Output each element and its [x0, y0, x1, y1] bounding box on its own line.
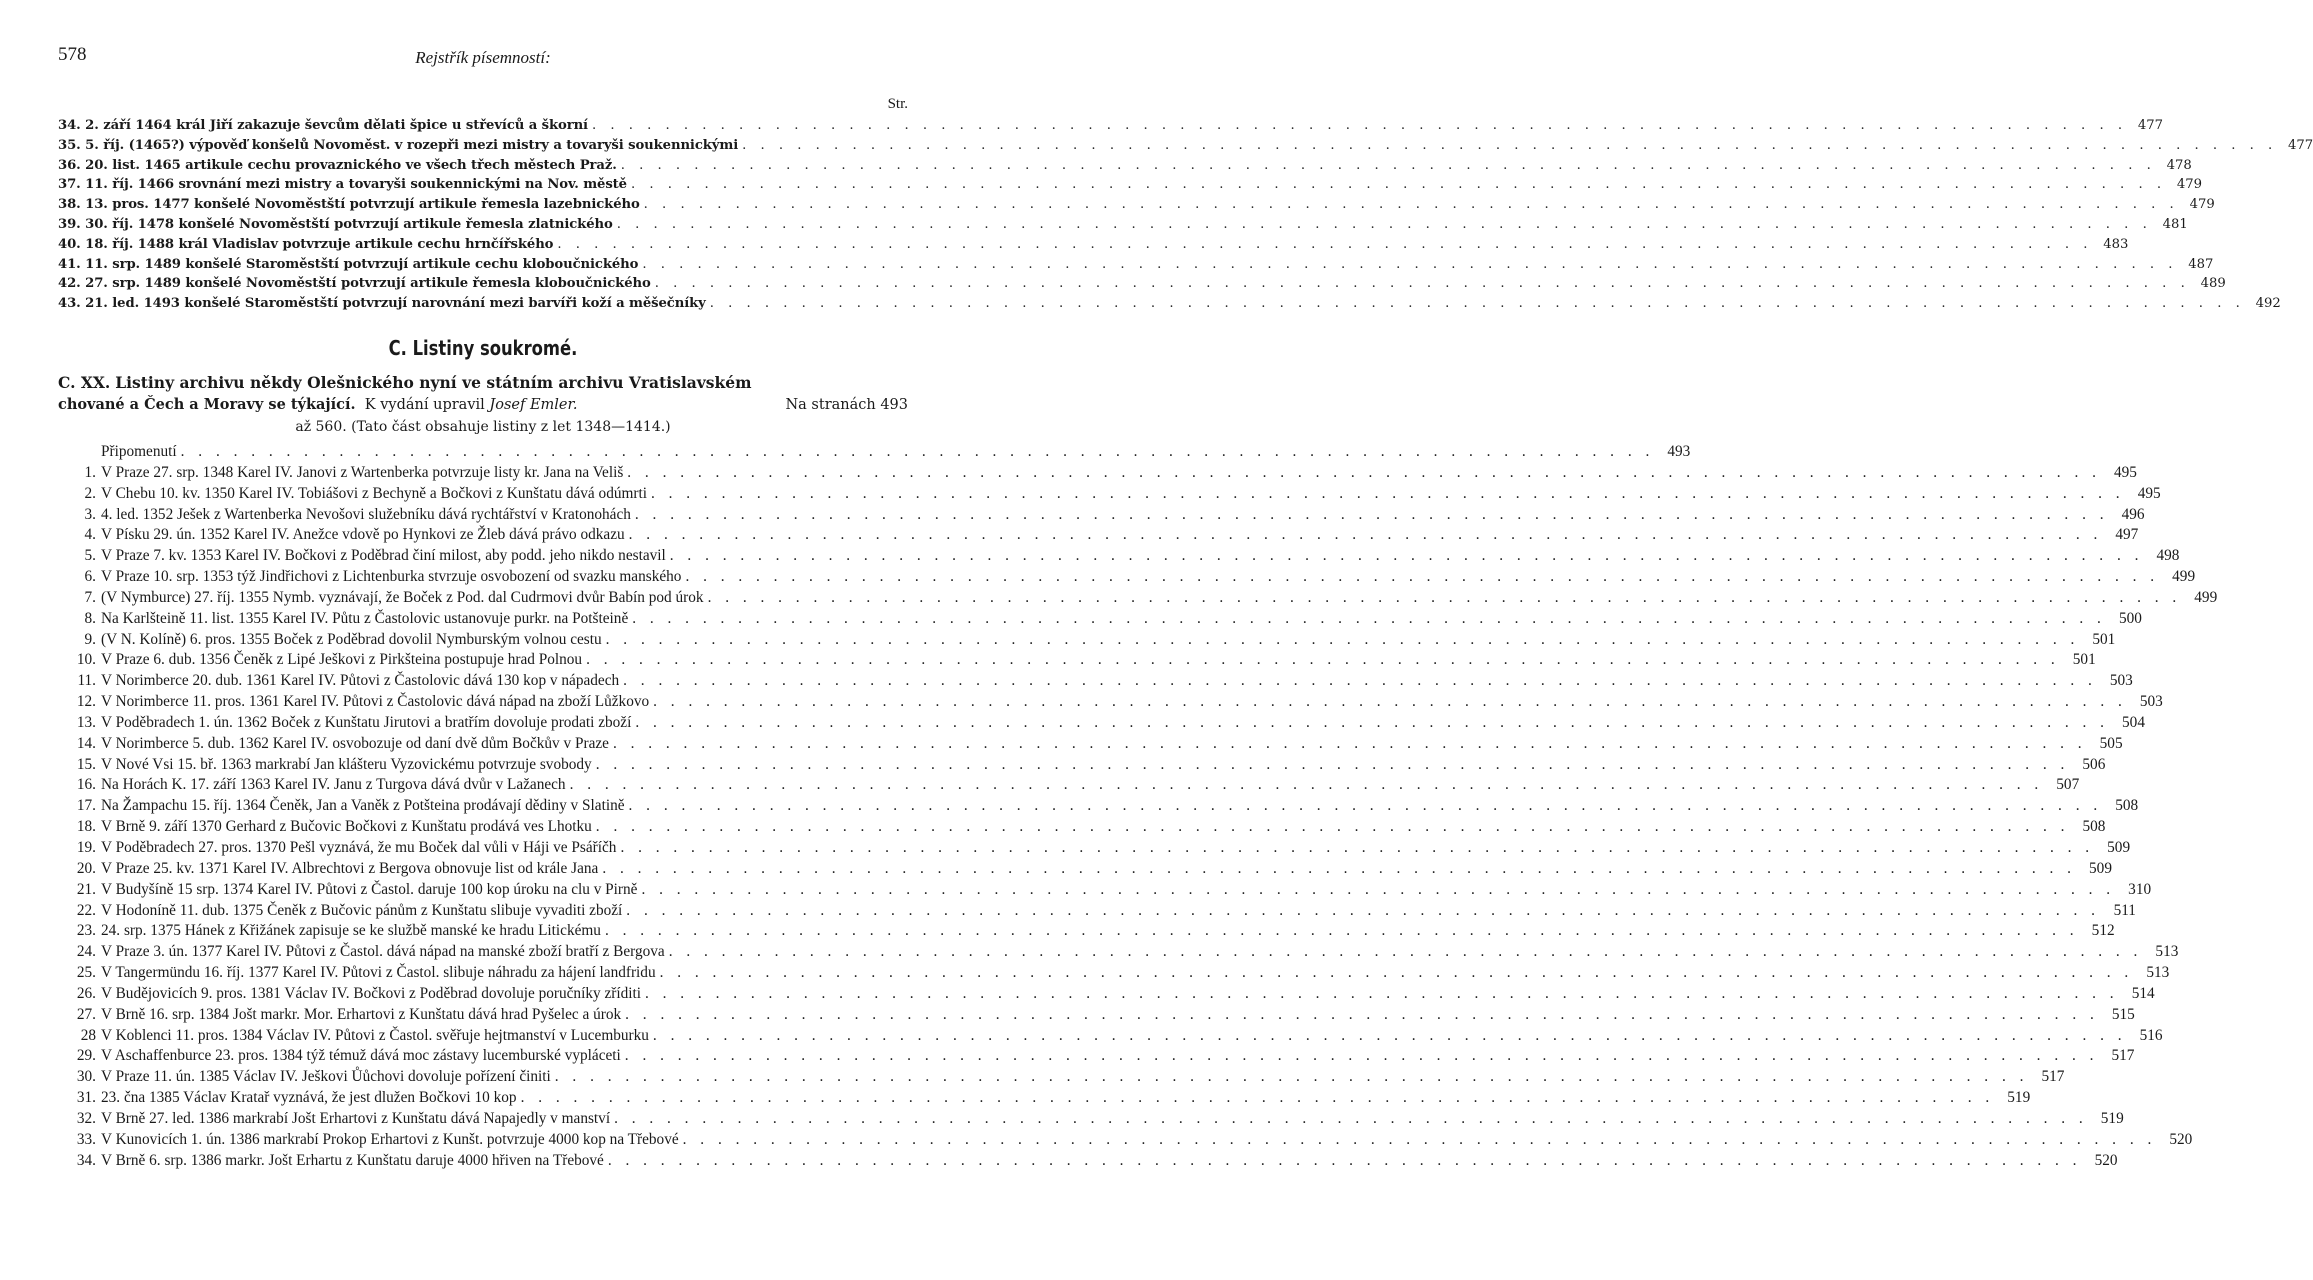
entry-text [58, 838, 616, 859]
collection-id: C. XX. [58, 372, 111, 392]
entry-number: 15. [76, 755, 96, 773]
entry-page-number: 504 [2122, 713, 2145, 731]
collection-title-2: chované a Čech a Moravy se týkající. [58, 395, 356, 413]
register-entry [58, 484, 2161, 505]
entry-text [58, 984, 641, 1005]
entry-description: V Brně 6. srp. 1386 markr. Jošt Erhartu z Kunštatu daruje 4000 hřiven na Třebové [101, 1151, 604, 1169]
entry-description: V Tangermündu 16. říj. 1377 Karel IV. Půtovi z Častol. slibuje náhradu za hájení landfridu [101, 964, 656, 982]
entry-page-number: 506 [2082, 755, 2106, 773]
entry-description: (V Nymburce) 27. říj. 1355 Nymb. vyznávají, že Boček z Pod. dal Cudrmovi dvůr Babín pod úrok [101, 588, 704, 606]
register-entry [58, 775, 2080, 796]
dot-leader: . . . . . . . . . . . . . . . . . . . . . . . . . . . . . . . . . . . . . . . . . . . . . . . . . . . . . . . . . . . . . . . . . . . . . . . . . . . . . . . . . . . . [659, 964, 2134, 982]
entry-number: 2. [84, 484, 96, 502]
entry-page-number: 499 [2172, 568, 2196, 586]
dot-leader: . . . . . . . . . . . . . . . . . . . . . . . . . . . . . . . . . . . . . . . . . . . . . . . . . . . . . . . . . . . . . . . . . . . . . . . . . . . . . . . . . . . . [669, 547, 2144, 565]
entry-text [58, 1005, 621, 1026]
entry-page-number: 310 [2128, 880, 2152, 898]
entry-text [58, 817, 592, 838]
entry-number: 32. [76, 1109, 96, 1127]
entry-page-number: 495 [2113, 463, 2137, 481]
entry-description: 23. čna 1385 Václav Kratař vyznává, že jest dlužen Bočkovi 10 kop [101, 1089, 517, 1107]
register-entry [58, 1026, 2163, 1047]
register-entry [58, 734, 2123, 755]
dot-leader: . . . . . . . . . . . . . . . . . . . . . . . . . . . . . . . . . . . . . . . . . . . . . . . . . . . . . . . . . . . . . . . . . . . . . . . . . . . . . . . . . . . . [643, 197, 2179, 213]
register-entry [58, 1067, 2065, 1088]
editor-name: Josef Emler. [489, 396, 578, 413]
entry-text [58, 609, 628, 630]
dot-leader: . . . . . . . . . . . . . . . . . . . . . . . . . . . . . . . . . . . . . . . . . . . . . . . . . . . . . . . . . . . . . . . . . . . . . . . . . . . . . . . . . . . . [653, 693, 2127, 711]
entry-text [58, 505, 631, 526]
entry-page-number: 495 [2137, 484, 2161, 502]
entry-number: 9. [84, 630, 96, 648]
entry-text [58, 901, 622, 922]
entry-number: 1. [84, 463, 96, 481]
dot-leader: . . . . . . . . . . . . . . . . . . . . . . . . . . . . . . . . . . . . . . . . . . . . . . . . . . . . . . . . . . . . . . . . . . . . . . . . . . . . . . . . . . . . [628, 797, 2103, 815]
register-entry [58, 255, 2214, 275]
register-entry [58, 116, 2164, 136]
entry-number: 11. [77, 672, 96, 690]
entry-description: V Norimberce 20. dub. 1361 Karel IV. Půtovi z Častolovic dává 130 kop v nápadech [101, 672, 620, 690]
entry-text [58, 963, 656, 984]
dot-leader: . . . . . . . . . . . . . . . . . . . . . . . . . . . . . . . . . . . . . . . . . . . . . . . . . . . . . . . . . . . . . . . . . . . . . . . . . . . . . . . . . . . . [614, 1109, 2088, 1127]
section-heading: C. Listiny soukromé. [388, 335, 578, 360]
entry-description: 40. 18. říj. 1488 král Vladislav potvrzuje artikule cechu hrnčířského [58, 236, 554, 252]
dot-leader: . . . . . . . . . . . . . . . . . . . . . . . . . . . . . . . . . . . . . . . . . . . . . . . . . . . . . . . . . . . . . . . . . . . . . . . . . . . . . . . . . . . . [642, 256, 2178, 272]
register-entry [58, 692, 2163, 713]
entry-number: 12. [76, 693, 96, 711]
entry-text [58, 525, 625, 546]
entry-page-number: 492 [2255, 296, 2281, 312]
register-entry [58, 505, 2145, 526]
entry-page-number: 519 [2100, 1109, 2124, 1127]
entry-page-number: 520 [2094, 1151, 2118, 1169]
entry-text [58, 274, 651, 294]
entry-text [58, 255, 638, 275]
register-entry [58, 671, 2133, 692]
dot-leader: . . . . . . . . . . . . . . . . . . . . . . . . . . . . . . . . . . . . . . . . . . . . . . . . . . . . . . . . . . . . . . . . . . . . . . . . . . . . . . . . . . . . [586, 651, 2060, 669]
entry-text [58, 175, 627, 195]
entry-page-number: 519 [2007, 1089, 2031, 1107]
dot-leader: . . . . . . . . . . . . . . . . . . . . . . . . . . . . . . . . . . . . . . . . . . . . . . . . . . . . . . . . . . . . . . . . . . . . . . . . . . . . . . . . . . . . [709, 296, 2245, 312]
register-entry [58, 156, 2192, 176]
entry-text [58, 156, 617, 176]
dot-leader: . . . . . . . . . . . . . . . . . . . . . . . . . . . . . . . . . . . . . . . . . . . . . . . . . . . . . . . . . . . . . . . . . . . . . . . . . . . . . . . . . . . . [620, 839, 2095, 856]
dot-leader: . . . . . . . . . . . . . . . . . . . . . . . . . . . . . . . . . . . . . . . . . . . . . . . . . . . . . . . . . . . . . . . . . . . . . . . . . . . . . . . . . . . . [707, 588, 2182, 606]
entry-description: V Praze 6. dub. 1356 Čeněk z Lipé Ješkovi z Pirkšteina postupuje hrad Polnou [101, 651, 583, 669]
range-note: až 560. (Tato část obsahuje listiny z let 1348—1414.) [295, 418, 671, 435]
entry-text [58, 630, 602, 651]
entry-number: 23. [76, 922, 96, 940]
register-entry [58, 588, 2218, 609]
entry-page-number: 509 [2107, 839, 2131, 856]
dot-leader: . . . . . . . . . . . . . . . . . . . . . . . . . . . . . . . . . . . . . . . . . . . . . . . . . . . . . . . . . . . . . . . . . . . . . . . . . . . . . . . . . . . . [604, 922, 2079, 940]
entry-page-number: 493 [1667, 442, 1691, 460]
entry-number: 21. [76, 880, 96, 898]
entry-page-number: 487 [2188, 256, 2214, 272]
dot-leader: . . . . . . . . . . . . . . . . . . . . . . . . . . . . . . . . . . . . . . . . . . . . . . . . . . . . . . . . . . . . . . . . . . . . . . . . . . . . . . . . . . . . [644, 984, 2119, 1002]
entry-page-number: 509 [2089, 859, 2112, 877]
register-entry [58, 195, 2215, 215]
entry-page-number: 497 [2115, 526, 2139, 544]
register-entry [58, 1109, 2124, 1130]
register-entry [58, 442, 1691, 463]
entry-number: 25. [76, 964, 96, 982]
entry-description: V Praze 11. ún. 1385 Václav IV. Ješkovi Ůůchovi dovoluje pořízení činiti [101, 1068, 551, 1086]
document-page [58, 44, 2313, 1172]
entry-number: 10. [76, 651, 96, 669]
register-entry [58, 1130, 2193, 1151]
entry-page-number: 507 [2056, 776, 2080, 794]
entry-page-number: 508 [2115, 797, 2139, 815]
entry-text [58, 671, 619, 692]
entry-number: 26. [76, 984, 96, 1002]
dot-leader: . . . . . . . . . . . . . . . . . . . . . . . . . . . . . . . . . . . . . . . . . . . . . . . . . . . . . . . . . . . . . . . . . . . . . . . . . . . . . . . . . . . . [602, 859, 2076, 877]
entry-text [58, 692, 649, 713]
page-column-label: Str. [887, 96, 908, 112]
entry-number: 29. [76, 1047, 96, 1065]
entry-number: 16. [76, 776, 96, 794]
entry-description: Na Karlšteině 11. list. 1355 Karel IV. Půtu z Častolovic ustanovuje purkr. na Potšteině [101, 609, 629, 627]
entry-page-number: 501 [2072, 651, 2096, 669]
dot-leader: . . . . . . . . . . . . . . . . . . . . . . . . . . . . . . . . . . . . . . . . . . . . . . . . . . . . . . . . . . . . . . . . . . . . . . . . . . . . . . . . . . . . [569, 776, 2044, 794]
entry-description: V Brně 16. srp. 1384 Jošt markr. Mor. Erhartovi z Kunštatu dává hrad Pyšelec a úrok [101, 1005, 622, 1023]
entry-description: V Nové Vsi 15. bř. 1363 markrabí Jan klášteru Vyzovickému potvrzuje svobody [101, 755, 592, 773]
entry-text [58, 859, 598, 880]
entry-text [58, 755, 592, 776]
entry-page-number: 496 [2121, 505, 2145, 523]
entry-page-number: 479 [2176, 177, 2203, 193]
entry-number: 28 [80, 1026, 96, 1044]
entry-description: V Praze 25. kv. 1371 Karel IV. Albrechtovi z Bergova obnovuje list od krále Jana [101, 859, 599, 877]
entry-number: 20. [76, 859, 96, 877]
entry-page-number: 489 [2200, 276, 2226, 292]
entry-number: 13. [76, 713, 96, 731]
entry-description: V Brně 27. led. 1386 markrabí Jošt Erhartovi z Kunštatu dává Napajedly v manství [101, 1109, 611, 1127]
dot-leader: . . . . . . . . . . . . . . . . . . . . . . . . . . . . . . . . . . . . . . . . . . . . . . . . . . . . . . . . . . . . . . . . . . . . . . . . . . . . . . . . . . . . [685, 568, 2160, 586]
page-number: 578 [58, 44, 87, 65]
dot-leader: . . . . . . . . . . . . . . . . . . . . . . . . . . . . . . . . . . . . . . . . . . . . . . . . . . . . . . . . . . . . . . . . . . . . . . . . . . . . . . . . . . . . [554, 1068, 2029, 1086]
register-entry [58, 546, 2180, 567]
dot-leader: . . . . . . . . . . . . . . . . . . . . . . . . . . . . . . . . . . . . . . . . . . . . . . . . . . . . . . . . . . . . . . . . . . . . . . . . . . . . . . . . . . . . [607, 1151, 2082, 1169]
entry-description: V Chebu 10. kv. 1350 Karel IV. Tobiášovi z Bechyně a Bočkovi z Kunštatu dává odúmrti [101, 484, 647, 502]
entry-number: 27. [76, 1005, 96, 1023]
entry-text [58, 734, 609, 755]
register-entry [58, 901, 2136, 922]
dot-leader: . . . . . . . . . . . . . . . . . . . . . . . . . . . . . . . . . . . . . . . . . . . . . . . . . . . . . . . . . . . . . . . . . . . . . . . . . . . . . . . . . . . . [654, 276, 2190, 292]
entry-page-number: 478 [2166, 157, 2192, 173]
entry-page-number: 501 [2092, 630, 2116, 648]
dot-leader: . . . . . . . . . . . . . . . . . . . . . . . . . . . . . . . . . . . . . . . . . . . . . . . . . . . . . . . . . . . . . . . . . . . . . . . . . . . . . . . . . . . . [628, 526, 2103, 544]
register-entry [58, 880, 2152, 901]
editor-prefix: K vydání upravil [364, 396, 485, 413]
entry-page-number: 511 [2113, 901, 2136, 919]
entry-description: 24. srp. 1375 Hánek z Křižánek zapisuje se ke službě manské ke hradu Litickému [101, 922, 601, 940]
entry-description: 34. 2. září 1464 král Jiří zakazuje ševcům dělati špice u střevíců a škorní [58, 118, 588, 133]
entry-page-number: 517 [2111, 1047, 2135, 1065]
dot-leader: . . . . . . . . . . . . . . . . . . . . . . . . . . . . . . . . . . . . . . . . . . . . . . . . . . . . . . . . . . . . . . . . . . . . . . . . . . . . . . . . . . . . [624, 1047, 2099, 1065]
entry-text [58, 1046, 621, 1067]
register-entry [58, 984, 2155, 1005]
entry-description: 43. 21. led. 1493 konšelé Staroměstští potvrzují narovnání mezi barvíři koží a měšečníky [58, 296, 706, 312]
entry-number: 24. [76, 943, 96, 961]
register-entry [58, 817, 2106, 838]
entry-description: V Písku 29. ún. 1352 Karel IV. Anežce vdově po Hynkovi ze Žleb dává právo odkazu [101, 526, 625, 544]
entry-description: 36. 20. list. 1465 artikule cechu provaznického ve všech třech městech Praž. [58, 157, 617, 173]
entry-description: V Koblenci 11. pros. 1384 Václav IV. Půtovi z Častol. svěřuje hejtmanství v Lucemburku [101, 1026, 649, 1044]
entry-number: 31. [76, 1089, 96, 1107]
section-c-list [58, 442, 2218, 1172]
entry-number: 33. [76, 1130, 96, 1148]
entry-page-number: 477 [2137, 118, 2164, 133]
dot-leader: . . . . . . . . . . . . . . . . . . . . . . . . . . . . . . . . . . . . . . . . . . . . . . . . . . . . . . . . . . . . . . . . . . . . . . . . . . . . . . . . . . . . [627, 463, 2101, 481]
entry-page-number: 503 [2109, 672, 2133, 690]
register-entry [58, 650, 2096, 671]
register-entry [58, 136, 2313, 156]
entry-page-number: 481 [2162, 216, 2188, 232]
register-entry [58, 175, 2203, 195]
register-entry [58, 942, 2179, 963]
entry-page-number: 477 [2288, 137, 2313, 153]
entry-description: 42. 27. srp. 1489 konšelé Novoměstští potvrzují artikule řemesla kloboučnického [58, 276, 651, 292]
entry-page-number: 508 [2082, 818, 2106, 836]
entry-number: 19. [76, 839, 96, 856]
dot-leader: . . . . . . . . . . . . . . . . . . . . . . . . . . . . . . . . . . . . . . . . . . . . . . . . . . . . . . . . . . . . . . . . . . . . . . . . . . . . . . . . . . . . [630, 177, 2167, 193]
dot-leader: . . . . . . . . . . . . . . . . . . . . . . . . . . . . . . . . . . . . . . . . . . . . . . . . . . . . . . . . . . . . . . . . . . . . . . . . . . . . . . . . . . . . [612, 734, 2087, 752]
entry-page-number: 505 [2099, 734, 2123, 752]
entry-text [58, 136, 738, 156]
dot-leader: . . . . . . . . . . . . . . . . . . . . . . . . . . . . . . . . . . . . . . . . . . . . . . . . . . . . . . . . . . . . . . . . . . . . . . . . . . . . . . . . . . . . [180, 442, 1655, 460]
entry-page-number: 483 [2103, 236, 2129, 252]
dot-leader: . . . . . . . . . . . . . . . . . . . . . . . . . . . . . . . . . . . . . . . . . . . . . . . . . . . . . . . . . . . . . . . . . . . . . . . . . . . . . . . . . . . . [652, 1026, 2127, 1044]
entry-description: 39. 30. říj. 1478 konšelé Novoměstští potvrzují artikule řemesla zlatnického [58, 216, 613, 232]
entry-text [58, 880, 637, 901]
entry-description: V Budyšíně 15 srp. 1374 Karel IV. Půtovi z Častol. daruje 100 kop úroku na clu v Pirně [101, 880, 638, 898]
register-entry [58, 463, 2137, 484]
entry-description: 4. led. 1352 Ješek z Wartenberka Nevošovi služebníku dává rychtářství v Kratonohách [101, 505, 631, 523]
entry-page-number: 498 [2156, 547, 2180, 565]
entry-description: Na Žampachu 15. říj. 1364 Čeněk, Jan a Vaněk z Potšteina prodávají dědiny v Slatině [101, 797, 625, 815]
entry-number: 18. [76, 818, 96, 836]
entry-text [58, 1067, 551, 1088]
register-entry [58, 963, 2170, 984]
entry-page-number: 500 [2118, 609, 2142, 627]
entry-description: V Poděbradech 27. pros. 1370 Pešl vyznává, že mu Boček dal vůli v Háji ve Psáříčh [101, 839, 617, 856]
entry-number: 14. [76, 734, 96, 752]
dot-leader: . . . . . . . . . . . . . . . . . . . . . . . . . . . . . . . . . . . . . . . . . . . . . . . . . . . . . . . . . . . . . . . . . . . . . . . . . . . . . . . . . . . . [742, 137, 2278, 153]
entry-text [58, 442, 177, 463]
entry-text [58, 796, 625, 817]
entry-text [58, 1109, 610, 1130]
dot-leader: . . . . . . . . . . . . . . . . . . . . . . . . . . . . . . . . . . . . . . . . . . . . . . . . . . . . . . . . . . . . . . . . . . . . . . . . . . . . . . . . . . . . [626, 901, 2100, 919]
entry-number: 4. [84, 526, 96, 544]
dot-leader: . . . . . . . . . . . . . . . . . . . . . . . . . . . . . . . . . . . . . . . . . . . . . . . . . . . . . . . . . . . . . . . . . . . . . . . . . . . . . . . . . . . . [634, 505, 2109, 523]
entry-description: V Norimberce 5. dub. 1362 Karel IV. osvobozuje od daní dvě dům Bočkův v Praze [101, 734, 609, 752]
dot-leader: . . . . . . . . . . . . . . . . . . . . . . . . . . . . . . . . . . . . . . . . . . . . . . . . . . . . . . . . . . . . . . . . . . . . . . . . . . . . . . . . . . . . [557, 236, 2093, 252]
dot-leader: . . . . . . . . . . . . . . . . . . . . . . . . . . . . . . . . . . . . . . . . . . . . . . . . . . . . . . . . . . . . . . . . . . . . . . . . . . . . . . . . . . . . [595, 755, 2070, 773]
collection-description [58, 372, 908, 438]
entry-text [58, 942, 665, 963]
entry-text [58, 546, 666, 567]
entry-page-number: 499 [2194, 588, 2218, 606]
dot-leader: . . . . . . . . . . . . . . . . . . . . . . . . . . . . . . . . . . . . . . . . . . . . . . . . . . . . . . . . . . . . . . . . . . . . . . . . . . . . . . . . . . . . [682, 1130, 2157, 1148]
entry-text [58, 1026, 649, 1047]
entry-number: 22. [76, 901, 96, 919]
register-entry [58, 294, 2281, 314]
entry-description: V Hodoníně 11. dub. 1375 Čeněk z Bučovic pánům z Kunštatu slibuje vyvaditi zboží [101, 901, 623, 919]
entry-page-number: 516 [2139, 1026, 2163, 1044]
dot-leader: . . . . . . . . . . . . . . . . . . . . . . . . . . . . . . . . . . . . . . . . . . . . . . . . . . . . . . . . . . . . . . . . . . . . . . . . . . . . . . . . . . . . [625, 1005, 2099, 1023]
entry-description: V Aschaffenburce 23. pros. 1384 týž témuž dává moc zástavy lucemburské vypláceti [101, 1047, 621, 1065]
entry-description: V Brně 9. září 1370 Gerhard z Bučovic Bočkovi z Kunštatu prodává ves Lhotku [101, 818, 592, 836]
entry-page-number: 513 [2155, 943, 2179, 961]
entry-description: V Praze 7. kv. 1353 Karel IV. Bočkovi z Poděbrad činí milost, aby podd. jeho nikdo nestavil [101, 547, 666, 565]
entry-page-number: 513 [2146, 964, 2170, 982]
entry-text [58, 463, 623, 484]
register-entry [58, 713, 2145, 734]
section-a-list [58, 116, 2313, 314]
register-entry [58, 630, 2116, 651]
entry-description: V Praze 3. ún. 1377 Karel IV. Půtovi z Častol. dává nápad na manské zboží bratří z Bergova [101, 943, 665, 961]
entry-page-number: 520 [2169, 1130, 2193, 1148]
entry-number: 17. [76, 797, 96, 815]
entry-number: 34. [76, 1151, 96, 1169]
entry-text [58, 1151, 604, 1172]
dot-leader: . . . . . . . . . . . . . . . . . . . . . . . . . . . . . . . . . . . . . . . . . . . . . . . . . . . . . . . . . . . . . . . . . . . . . . . . . . . . . . . . . . . . [641, 880, 2116, 898]
register-entry [58, 755, 2106, 776]
register-entry [58, 235, 2129, 255]
entry-description: 37. 11. říj. 1466 srovnání mezi mistry a tovaryši soukennickými na Nov. městě [58, 177, 627, 193]
entry-text [58, 921, 601, 942]
entry-text [58, 195, 640, 215]
entry-text [58, 775, 566, 796]
dot-leader: . . . . . . . . . . . . . . . . . . . . . . . . . . . . . . . . . . . . . . . . . . . . . . . . . . . . . . . . . . . . . . . . . . . . . . . . . . . . . . . . . . . . [605, 630, 2080, 648]
register-entry [58, 1088, 2031, 1109]
collection-title-1: Listiny archivu někdy Olešnického nyní ve státním archivu Vratislavském [115, 372, 752, 392]
entry-description: V Kunovicích 1. ún. 1386 markrabí Prokop Erhartovi z Kunšt. potvrzuje 4000 kop na Třebové [101, 1130, 679, 1148]
entry-description: 38. 13. pros. 1477 konšelé Novoměstští potvrzují artikule řemesla lazebnického [58, 197, 640, 213]
entry-description: V Praze 27. srp. 1348 Karel IV. Janovi z Wartenberka potvrzuje listy kr. Jana na Veliš [101, 463, 624, 481]
entry-page-number: 503 [2139, 693, 2163, 711]
register-entry [58, 525, 2139, 546]
entry-text [58, 588, 704, 609]
dot-leader: . . . . . . . . . . . . . . . . . . . . . . . . . . . . . . . . . . . . . . . . . . . . . . . . . . . . . . . . . . . . . . . . . . . . . . . . . . . . . . . . . . . . [595, 818, 2070, 836]
entry-text [58, 713, 631, 734]
entry-number: 5. [84, 547, 96, 565]
dot-leader: . . . . . . . . . . . . . . . . . . . . . . . . . . . . . . . . . . . . . . . . . . . . . . . . . . . . . . . . . . . . . . . . . . . . . . . . . . . . . . . . . . . . [623, 672, 2097, 690]
register-entry [58, 838, 2131, 859]
entry-text [58, 1088, 517, 1109]
dot-leader: . . . . . . . . . . . . . . . . . . . . . . . . . . . . . . . . . . . . . . . . . . . . . . . . . . . . . . . . . . . . . . . . . . . . . . . . . . . . . . . . . . . . [635, 713, 2109, 731]
entry-number: 8. [84, 609, 96, 627]
entry-text [58, 1130, 679, 1151]
entry-page-number: 515 [2111, 1005, 2135, 1023]
entry-number: 3. [84, 505, 96, 523]
register-entry [58, 1046, 2135, 1067]
page-header [58, 44, 908, 74]
dot-leader: . . . . . . . . . . . . . . . . . . . . . . . . . . . . . . . . . . . . . . . . . . . . . . . . . . . . . . . . . . . . . . . . . . . . . . . . . . . . . . . . . . . . [650, 484, 2125, 502]
register-entry [58, 796, 2139, 817]
entry-text [58, 484, 647, 505]
dot-leader: . . . . . . . . . . . . . . . . . . . . . . . . . . . . . . . . . . . . . . . . . . . . . . . . . . . . . . . . . . . . . . . . . . . . . . . . . . . . . . . . . . . . [668, 943, 2143, 961]
entry-description: V Norimberce 11. pros. 1361 Karel IV. Půtovi z Častolovic dává nápad na zboží Lůžkovo [101, 693, 650, 711]
entry-number: 30. [76, 1068, 96, 1086]
entry-text [58, 294, 706, 314]
register-entry [58, 1151, 2118, 1172]
dot-leader: . . . . . . . . . . . . . . . . . . . . . . . . . . . . . . . . . . . . . . . . . . . . . . . . . . . . . . . . . . . . . . . . . . . . . . . . . . . . . . . . . . . . [591, 118, 2128, 133]
dot-leader: . . . . . . . . . . . . . . . . . . . . . . . . . . . . . . . . . . . . . . . . . . . . . . . . . . . . . . . . . . . . . . . . . . . . . . . . . . . . . . . . . . . . [620, 157, 2156, 173]
pages-note: Na stranách 493 [785, 396, 908, 413]
entry-description: Na Horách K. 17. září 1363 Karel IV. Janu z Turgova dává dvůr v Lažanech [101, 776, 566, 794]
entry-text [58, 650, 582, 671]
register-entry [58, 859, 2112, 880]
entry-text [58, 235, 553, 255]
entry-description: Připomenutí [101, 442, 177, 460]
entry-description: 41. 11. srp. 1489 konšelé Staroměstští potvrzují artikule cechu kloboučnického [58, 256, 639, 272]
register-entry [58, 921, 2115, 942]
register-entry [58, 215, 2188, 235]
register-entry [58, 567, 2196, 588]
register-entry [58, 609, 2142, 630]
entry-description: (V N. Kolíně) 6. pros. 1355 Boček z Poděbrad dovolil Nymburským volnou cestu [101, 630, 602, 648]
entry-description: V Budějovicích 9. pros. 1381 Václav IV. Bočkovi z Poděbrad dovoluje poručníky zříditi [101, 984, 641, 1002]
register-entry [58, 274, 2226, 294]
entry-description: V Praze 10. srp. 1353 týž Jindřichovi z Lichtenburka stvrzuje osvobození od svazku manského [101, 568, 682, 586]
entry-text [58, 567, 681, 588]
dot-leader: . . . . . . . . . . . . . . . . . . . . . . . . . . . . . . . . . . . . . . . . . . . . . . . . . . . . . . . . . . . . . . . . . . . . . . . . . . . . . . . . . . . . [520, 1089, 1995, 1107]
entry-description: V Poděbradech 1. ún. 1362 Boček z Kunštatu Jirutovi a bratřím dovoluje prodati zboží [101, 713, 632, 731]
entry-page-number: 514 [2131, 984, 2155, 1002]
running-title: Rejstřík písemností: [415, 48, 551, 67]
register-entry [58, 1005, 2135, 1026]
entry-number: 7. [84, 588, 96, 606]
entry-text [58, 215, 613, 235]
entry-page-number: 479 [2189, 197, 2215, 213]
entry-page-number: 517 [2041, 1068, 2065, 1086]
entry-page-number: 512 [2091, 922, 2115, 940]
entry-number: 6. [84, 568, 96, 586]
dot-leader: . . . . . . . . . . . . . . . . . . . . . . . . . . . . . . . . . . . . . . . . . . . . . . . . . . . . . . . . . . . . . . . . . . . . . . . . . . . . . . . . . . . . [632, 609, 2106, 627]
entry-description: 35. 5. říj. (1465?) výpověď konšelů Novoměst. v rozepři mezi mistry a tovaryši soukennickými [58, 137, 739, 153]
entry-text [58, 116, 588, 136]
dot-leader: . . . . . . . . . . . . . . . . . . . . . . . . . . . . . . . . . . . . . . . . . . . . . . . . . . . . . . . . . . . . . . . . . . . . . . . . . . . . . . . . . . . . [616, 216, 2152, 232]
